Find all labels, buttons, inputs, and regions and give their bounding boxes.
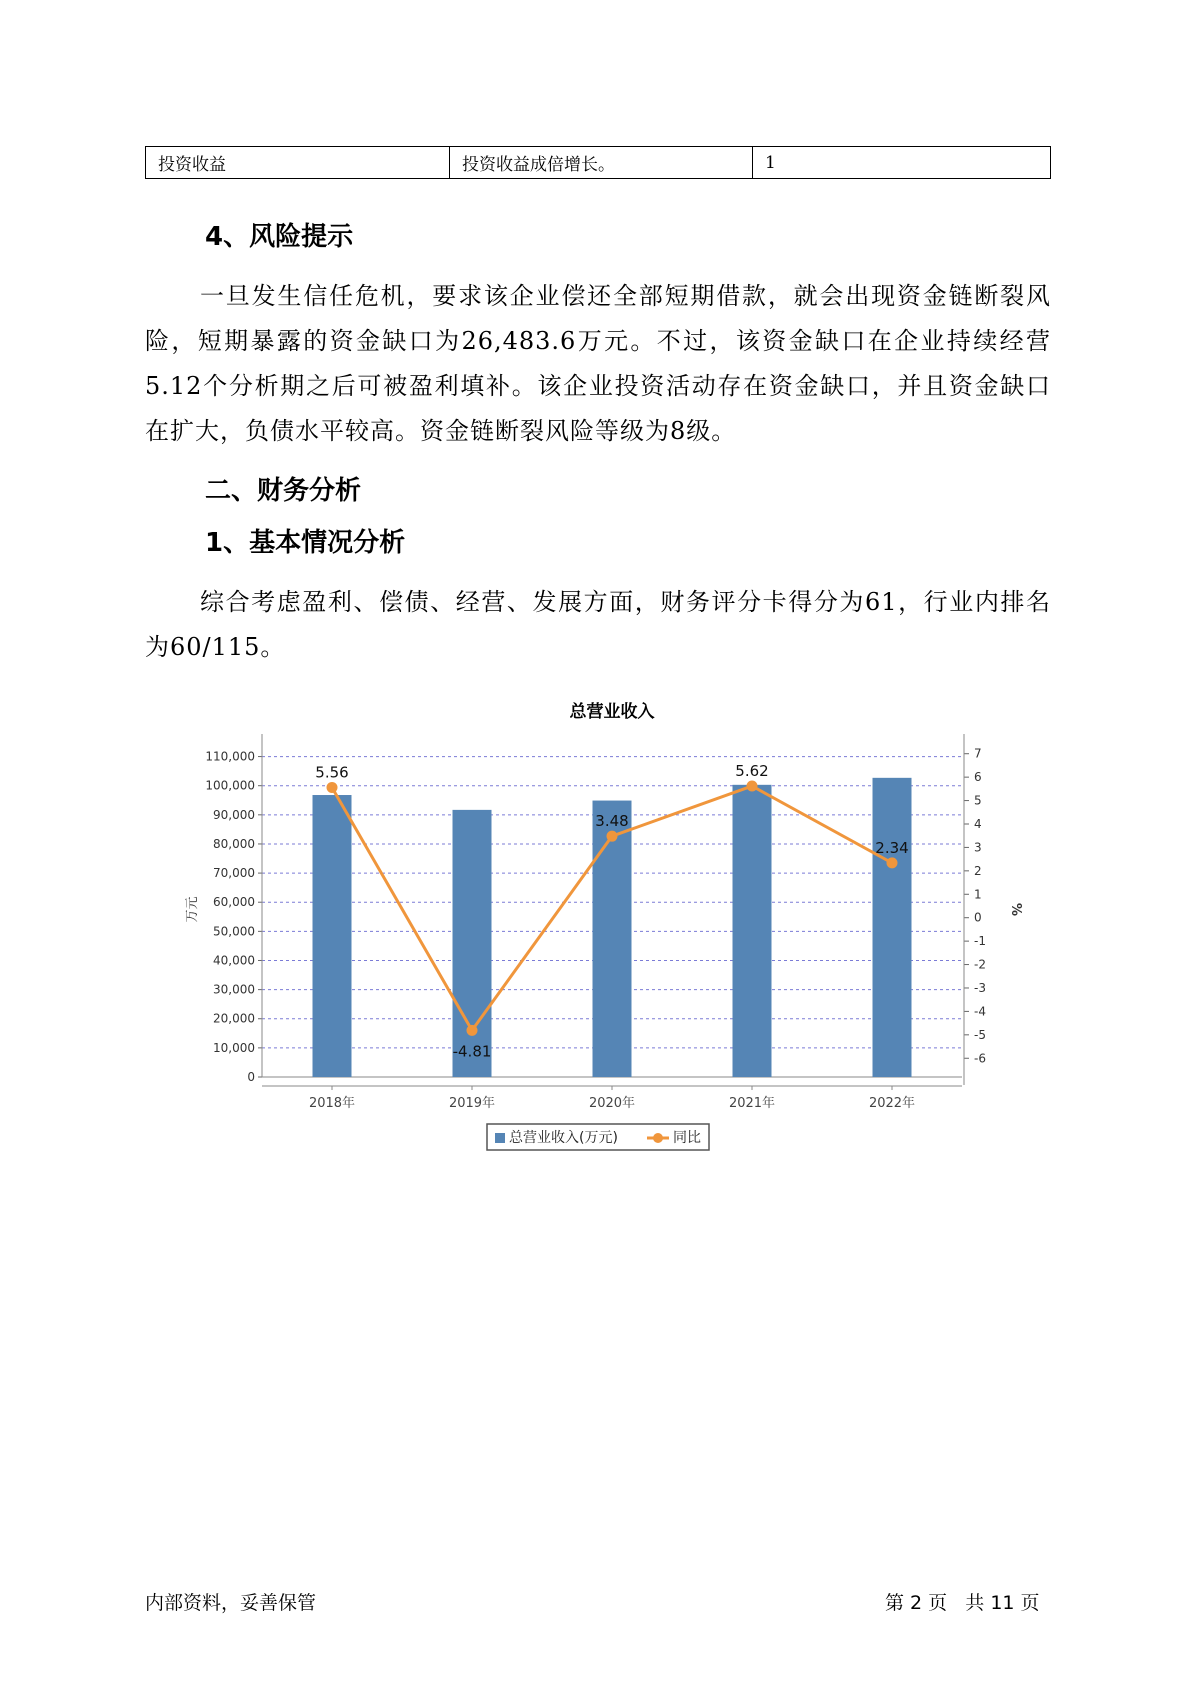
footer-page-number: 第 2 页 共 11 页 (885, 1592, 1040, 1614)
y-right-tick-label: 6 (974, 770, 982, 785)
y-left-tick-label: 10,000 (213, 1040, 255, 1055)
table-cell: 投资收益 (146, 147, 450, 179)
y-right-tick-label: 4 (974, 816, 982, 831)
yoy-point (607, 831, 618, 842)
y-left-tick-label: 40,000 (213, 953, 255, 968)
yoy-data-label: 3.48 (595, 812, 629, 831)
y-right-tick-label: 0 (974, 910, 982, 925)
legend-swatch-yoy-dot (653, 1133, 663, 1143)
y-right-tick-label: 3 (974, 840, 982, 855)
risk-heading: 4、风险提示 (205, 222, 354, 252)
y-right-tick-label: -2 (974, 957, 986, 972)
yoy-data-label: 5.62 (735, 762, 769, 781)
basic-analysis-heading: 1、基本情况分析 (205, 528, 406, 558)
legend-label-revenue: 总营业收入(万元) (509, 1130, 618, 1146)
chart-title: 总营业收入 (569, 702, 655, 722)
yoy-data-label: -4.81 (452, 1042, 492, 1061)
table-row (146, 147, 1051, 179)
x-tick-label: 2020年 (588, 1096, 636, 1111)
revenue-bar (453, 810, 492, 1077)
y-right-tick-label: -6 (974, 1051, 986, 1066)
revenue-bar (313, 795, 352, 1077)
y-right-tick-label: -5 (974, 1027, 986, 1042)
footer-confidential: 内部资料，妥善保管 (145, 1592, 317, 1614)
risk-paragraph: 一旦发生信任危机，要求该企业偿还全部短期借款，就会出现资金链断裂风险，短期暴露的资金缺口为26,483.6万元。不过，该资金缺口在企业持续经营 5.12个分析期之后可被盈利填补。该企业投资活动存在资金缺口，并且资金缺口在扩大，负债水平较高。资金链断裂风险等级为8级。 (145, 282, 1051, 445)
y-right-tick-label: 7 (974, 746, 982, 761)
yoy-data-label: 2.34 (875, 838, 909, 857)
table-cell: 投资收益成倍增长。 (450, 147, 753, 179)
y-left-tick-label: 110,000 (205, 749, 255, 764)
yoy-data-label: 5.56 (315, 763, 349, 782)
y-right-tick-label: -3 (974, 980, 986, 995)
legend-swatch-revenue (495, 1133, 505, 1143)
y-left-tick-label: 60,000 (213, 895, 255, 910)
y-right-axis-label: % (1008, 902, 1023, 917)
y-left-tick-label: 0 (247, 1070, 255, 1084)
x-tick-label: 2019年 (448, 1096, 496, 1111)
revenue-bar (733, 785, 772, 1077)
basic-analysis-paragraph: 综合考虑盈利、偿债、经营、发展方面，财务评分卡得分为61，行业内排名为60/115。 (145, 588, 1051, 661)
financial-analysis-heading: 二、财务分析 (205, 476, 362, 506)
x-tick-label: 2018年 (308, 1096, 356, 1111)
y-right-tick-label: -4 (974, 1004, 986, 1019)
y-right-tick-label: 5 (974, 793, 982, 808)
y-left-tick-label: 70,000 (213, 866, 255, 881)
legend-label-yoy: 同比 (673, 1130, 701, 1146)
revenue-chart (180, 690, 1023, 1150)
y-left-axis-label: 万元 (185, 896, 200, 923)
y-left-tick-label: 50,000 (213, 924, 255, 939)
yoy-point (327, 782, 338, 793)
revenue-bar (593, 801, 632, 1077)
yoy-point (467, 1025, 478, 1036)
x-tick-label: 2022年 (868, 1096, 916, 1111)
y-left-tick-label: 20,000 (213, 1011, 255, 1026)
revenue-bar (873, 778, 912, 1077)
y-right-tick-label: 1 (974, 887, 982, 902)
y-left-tick-label: 100,000 (205, 778, 255, 793)
y-left-tick-label: 90,000 (213, 807, 255, 822)
y-right-tick-label: 2 (974, 863, 982, 878)
indicator-table (145, 146, 1051, 179)
y-right-tick-label: -1 (974, 934, 986, 949)
y-left-tick-label: 80,000 (213, 836, 255, 851)
yoy-point (887, 857, 898, 868)
y-left-tick-label: 30,000 (213, 982, 255, 997)
x-tick-label: 2021年 (728, 1096, 776, 1111)
table-cell: 1 (753, 147, 1051, 179)
yoy-point (747, 781, 758, 792)
